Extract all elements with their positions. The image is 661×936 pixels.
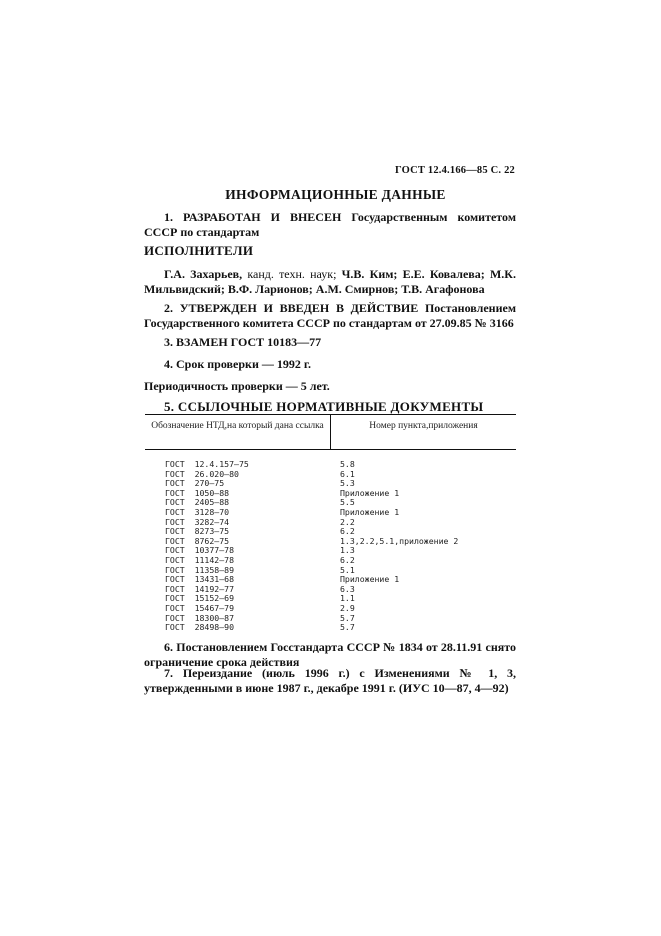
section-4-periodicity: Периодичность проверки — 5 лет.	[144, 379, 330, 393]
table-header	[145, 414, 516, 450]
document-cell: ГОСТ 13431—68	[165, 574, 235, 585]
clause-cell: 5.8	[340, 459, 355, 469]
clause-cell: 6.3	[340, 583, 355, 594]
document-cell: ГОСТ 15467—79	[165, 602, 235, 613]
section-4: 4. Срок проверки — 1992 г.	[164, 357, 311, 371]
executors-heading: ИСПОЛНИТЕЛИ	[144, 243, 254, 258]
clause-cell: Приложение 1	[340, 487, 400, 498]
clause-cell: 5.7	[340, 622, 355, 633]
document-cell: ГОСТ 270—75	[165, 478, 225, 489]
clause-cell: 5.5	[340, 497, 355, 508]
document-cell: ГОСТ 15152—69	[165, 593, 235, 604]
clause-cell: Приложение 1	[340, 506, 400, 517]
section-5-heading: 5. ССЫЛОЧНЫЕ НОРМАТИВНЫЕ ДОКУМЕНТЫ	[164, 399, 484, 414]
document-cell: ГОСТ 14192—77	[165, 583, 235, 594]
clause-cell: 5.1	[340, 564, 355, 575]
executors-list	[144, 267, 516, 297]
document-cell: ГОСТ 3282—74	[165, 516, 230, 527]
clause-cell: 2.2	[340, 516, 355, 527]
executor-name: Г.А. Захарьев,	[164, 267, 243, 281]
document-cell: ГОСТ 8273—75	[165, 526, 230, 537]
clause-cell: 6.2	[340, 554, 355, 565]
clause-cell: 1.3	[340, 545, 355, 556]
section-3: 3. ВЗАМЕН ГОСТ 10183—77	[164, 335, 322, 349]
document-cell: ГОСТ 8762—75	[165, 535, 230, 546]
document-cell: ГОСТ 1050—88	[165, 487, 230, 498]
document-cell: ГОСТ 26.020—80	[165, 468, 239, 479]
page-header: ГОСТ 12.4.166—85 С. 22	[394, 165, 515, 176]
document-cell: ГОСТ 12.4.157—75	[165, 459, 249, 469]
clause-cell: 1.3,2.2,5.1,приложение 2	[340, 535, 459, 546]
executor-degree: канд. техн. наук;	[242, 267, 337, 281]
document-cell: ГОСТ 3128—70	[165, 506, 230, 517]
clause-cell: 6.1	[340, 468, 355, 479]
document-cell: ГОСТ 28498—90	[165, 622, 235, 633]
page-title: ИНФОРМАЦИОННЫЕ ДАННЫЕ	[225, 187, 446, 202]
clause-cell: 2.9	[340, 602, 355, 613]
clause-cell: 5.3	[340, 478, 355, 489]
section-2: 2. УТВЕРЖДЕН И ВВЕДЕН В ДЕЙСТВИЕ Постановлением Государственного комитета СССР по стандартам от 27.09.85 № 3166	[144, 301, 516, 330]
document-cell: ГОСТ 11358—89	[165, 564, 235, 575]
clause-cell: 6.2	[340, 526, 355, 537]
column-header-document: Обозначение НТД,на который дана ссылка	[145, 415, 331, 449]
section-6: 6. Постановлением Госстандарта СССР № 1834 от 28.11.91 снято ограничение срока действия	[144, 640, 516, 669]
document-cell: ГОСТ 10377—78	[165, 545, 235, 556]
document-cell: ГОСТ 2405—88	[165, 497, 230, 508]
section-1: 1. РАЗРАБОТАН И ВНЕСЕН Государственным комитетом СССР по стандартам	[144, 210, 516, 239]
document-cell: ГОСТ 18300—87	[165, 612, 235, 623]
clause-cell: 1.1	[340, 593, 355, 604]
document-cell: ГОСТ 11142—78	[165, 554, 235, 565]
table-body	[145, 450, 516, 633]
table-row	[145, 623, 516, 633]
section-7: 7. Переиздание (июль 1996 г.) с Изменениями № 1, 3, утвержденными в июне 1987 г., декабре 1991 г. (ИУС 10—87, 4—92)	[144, 666, 516, 695]
clause-cell: Приложение 1	[340, 574, 400, 585]
references-table	[145, 414, 516, 633]
executor-others: Ч.В. Ким; Е.Е. Ковалева; М.К. Мильвидский; В.Ф. Ларионов; А.М. Смирнов; Т.В. Агафонова	[144, 267, 517, 296]
clause-cell: 5.7	[340, 612, 355, 623]
column-header-clause: Номер пункта,приложения	[369, 421, 478, 431]
